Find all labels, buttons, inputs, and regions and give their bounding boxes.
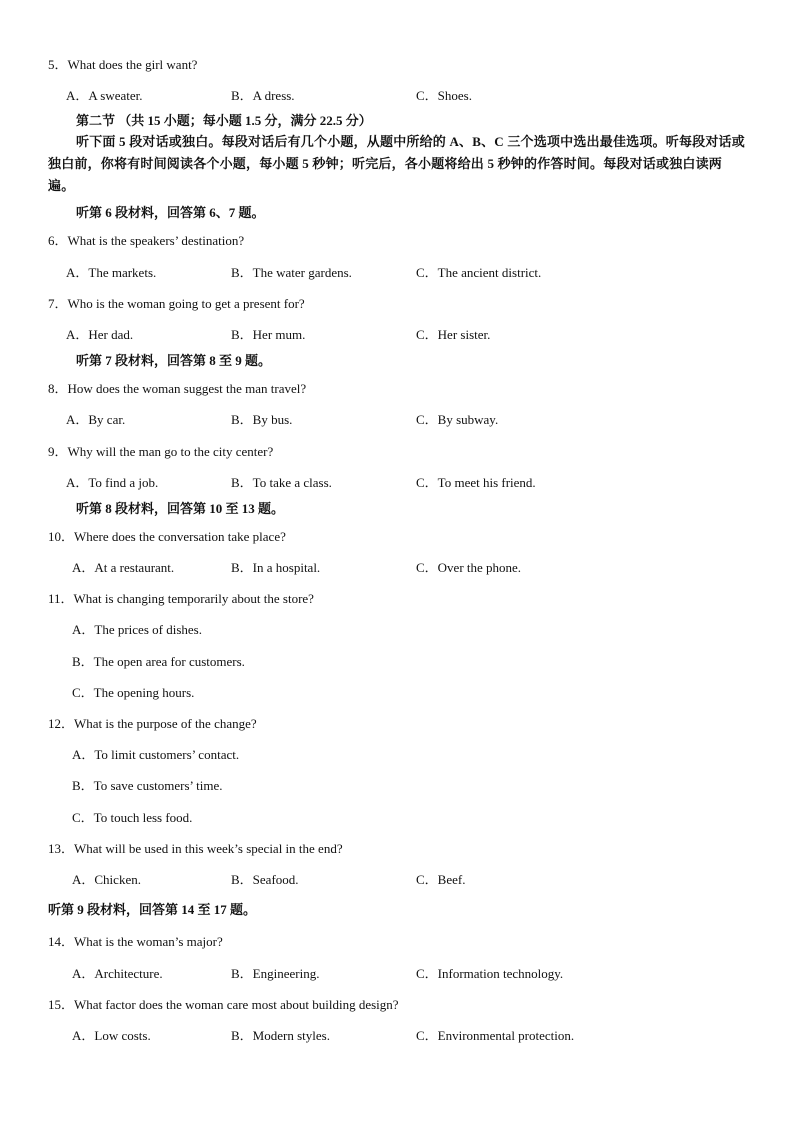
question-12-option-c: C．To touch less food. [72, 810, 193, 825]
question-15-option-c: C．Environmental protection. [416, 1028, 575, 1043]
question-6-option-a: A．The markets. [66, 265, 157, 280]
question-13-option-c: C．Beef. [416, 872, 466, 887]
question-6-option-c: C．The ancient district. [416, 265, 542, 280]
question-15-stem: 15．What factor does the woman care most about building design? [48, 997, 399, 1012]
question-13-option-b: B．Seafood. [231, 872, 299, 887]
section-2-title: 第二节 （共 15 小题；每小题 1.5 分，满分 22.5 分） [76, 113, 372, 128]
section-2-instructions: 听下面 5 段对话或独白。每段对话后有几个小题，从题中所给的 A、B、C 三个选项中选出最佳选项。听每段对话或独白前，你将有时间阅读各个小题，每小题 5 秒钟；听完后，各小题将给出 5 秒钟的作答时间。每段对话或独白读两遍。 [48, 134, 745, 193]
question-10-option-a: A．At a restaurant. [72, 560, 175, 575]
question-13-option-a: A．Chicken. [72, 872, 141, 887]
question-9-option-a: A．To find a job. [66, 475, 159, 490]
question-14-stem: 14．What is the woman’s major? [48, 934, 223, 949]
question-12-stem: 12．What is the purpose of the change? [48, 716, 257, 731]
question-11-option-c: C．The opening hours. [72, 685, 195, 700]
question-8-stem: 8．How does the woman suggest the man travel? [48, 381, 307, 396]
question-6-stem: 6．What is the speakers’ destination? [48, 233, 245, 248]
question-13-stem: 13．What will be used in this week’s special in the end? [48, 841, 343, 856]
question-9-option-b: B．To take a class. [231, 475, 332, 490]
question-8-option-b: B．By bus. [231, 412, 293, 427]
question-7-stem: 7．Who is the woman going to get a present for? [48, 296, 305, 311]
question-6-option-b: B．The water gardens. [231, 265, 352, 280]
material-8-heading: 听第 8 段材料，回答第 10 至 13 题。 [76, 501, 285, 516]
question-11-stem: 11．What is changing temporarily about the store? [48, 591, 314, 606]
question-10-stem: 10．Where does the conversation take place? [48, 529, 286, 544]
question-9-stem: 9．Why will the man go to the city center? [48, 444, 274, 459]
question-5-option-c: C．Shoes. [416, 88, 472, 103]
question-7-option-c: C．Her sister. [416, 327, 491, 342]
question-10-option-b: B．In a hospital. [231, 560, 321, 575]
question-5-option-b: B．A dress. [231, 88, 295, 103]
question-11-option-a: A．The prices of dishes. [72, 622, 202, 637]
question-9-option-c: C．To meet his friend. [416, 475, 536, 490]
material-7-heading: 听第 7 段材料，回答第 8 至 9 题。 [76, 353, 272, 368]
question-14-option-b: B．Engineering. [231, 966, 320, 981]
question-10-option-c: C．Over the phone. [416, 560, 522, 575]
material-6-heading: 听第 6 段材料，回答第 6、7 题。 [76, 205, 265, 220]
question-8-option-a: A．By car. [66, 412, 126, 427]
question-14-option-a: A．Architecture. [72, 966, 163, 981]
question-8-option-c: C．By subway. [416, 412, 499, 427]
question-15-option-b: B．Modern styles. [231, 1028, 330, 1043]
question-12-option-a: A．To limit customers’ contact. [72, 747, 240, 762]
question-14-option-c: C．Information technology. [416, 966, 564, 981]
material-9-heading: 听第 9 段材料，回答第 14 至 17 题。 [48, 902, 257, 917]
question-11-option-b: B．The open area for customers. [72, 654, 245, 669]
question-15-option-a: A．Low costs. [72, 1028, 151, 1043]
question-7-option-b: B．Her mum. [231, 327, 306, 342]
question-12-option-b: B．To save customers’ time. [72, 778, 223, 793]
question-5-stem: 5．What does the girl want? [48, 57, 198, 72]
question-5-option-a: A．A sweater. [66, 88, 143, 103]
question-7-option-a: A．Her dad. [66, 327, 134, 342]
